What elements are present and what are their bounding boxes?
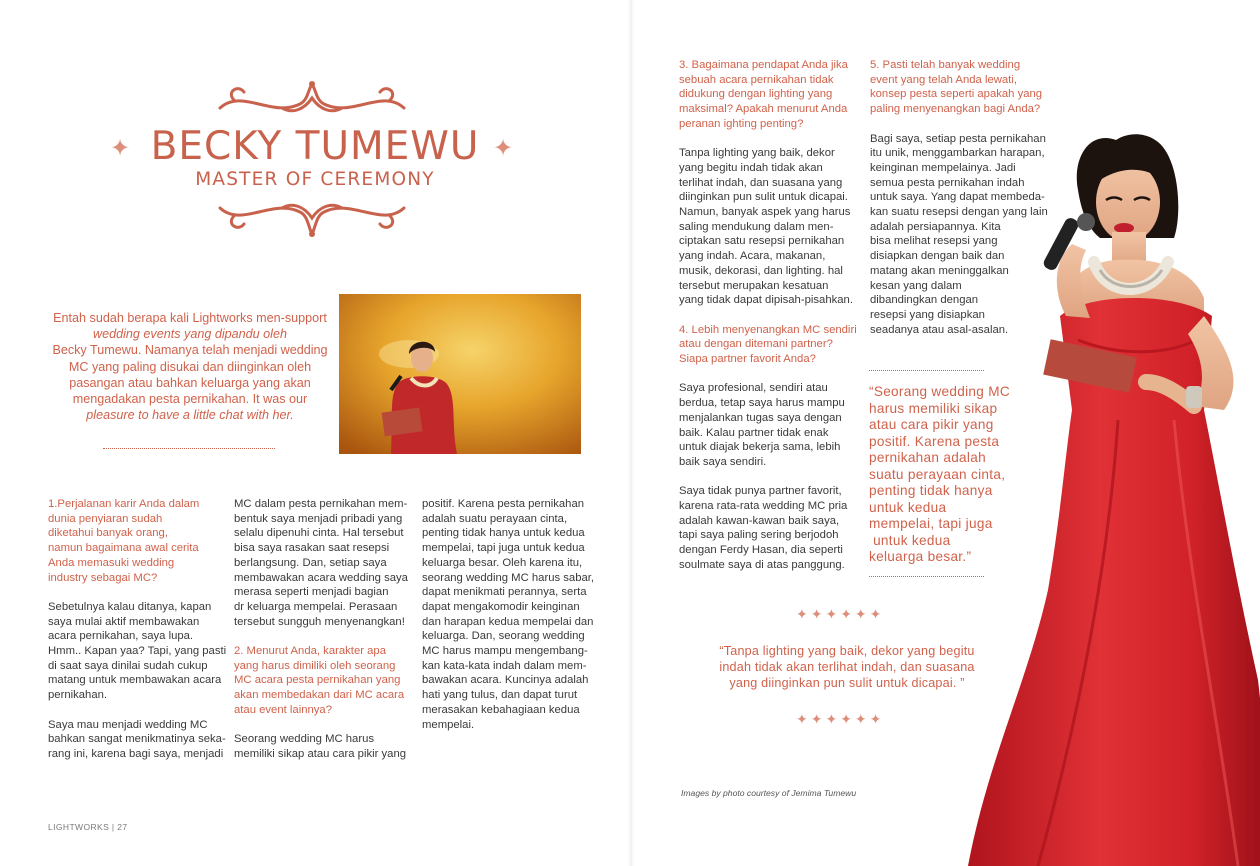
becky-tumewu-portrait [968, 120, 1260, 866]
answer-4a: Saya profesional, sendiri atau berdua, tetap saya harus mampu menjalankan tugas saya dengan baik. Kalau partner tidak enak untuk diajak bekerja sama, lebih baik saya sendiri. [679, 382, 845, 468]
answer-1a: Sebetulnya kalau ditanya, kapan saya mulai aktif membawakan acara pernikahan, saya lupa. Hmm.. Kapan yaa? Tapi, yang pasti di saat saya dinilai sudah cukup matang untuk membawakan acara pernikahan. [48, 600, 227, 702]
question-5: 5. Pasti telah banyak wedding event yang telah Anda lewati, konsep pesta seperti apakah yang paling menyenangkan bagi Anda? [870, 59, 1043, 116]
page-subtitle: MASTER OF CEREMONY [195, 169, 435, 190]
top-flourish-ornament [212, 78, 412, 118]
answer-2b: positif. Karena pesta pernikahan adalah suatu perayaan cinta, penting tidak hanya untuk kedua mempelai, tapi juga untuk kedua keluarga besar. Oleh karena itu, seorang wedding MC harus sabar, dapat menikmati perannya, serta dapat mengakomodir keinginan dan harapan kedua mempelai dan keluarga. Dan, seorang wedding MC harus mampu mengembang- kan kata-kata indah dalam mem- bawakan acara. Kuncinya adalah hati yang tulus, dan dapat turut merasakan kebahagiaan kedua mempelai. [422, 498, 595, 731]
column-2 [234, 497, 414, 762]
mc-stage-photo [339, 294, 581, 454]
stars-divider-top: ✦✦✦✦✦✦ [796, 606, 885, 622]
page-footer: LIGHTWORKS | 27 [48, 822, 128, 832]
column-3 [422, 497, 602, 732]
intro-paragraph: Entah sudah berapa kali Lightworks men-support wedding events yang dipandu oleh Becky Tumewu. Namanya telah menjadi wedding MC yang paling disukai dan diinginkan oleh pasangan atau bahkan keluarga yang akan mengadakan pesta pernikahan. It was our pleasure to have a little chat with her. [52, 311, 328, 423]
pull-quote: “Seorang wedding MC harus memiliki sikap atau cara pikir yang positif. Karena pesta pernikahan adalah suatu perayaan cinta, penting tidak hanya untuk kedua mempelai, tapi juga untuk kedua keluarga besar.” [869, 384, 1010, 564]
question-1: 1.Perjalanan karir Anda dalam dunia penyiaran sudah diketahui banyak orang, namun bagaimana awal cerita Anda memasuki wedding industry sebagai MC? [48, 498, 200, 584]
answer-1b: Saya mau menjadi wedding MC bahkan sangat menikmatinya seka- rang ini, karena bagi saya, menjadi [48, 718, 226, 760]
question-4: 4. Lebih menyenangkan MC sendiri atau dengan ditemani partner? Siapa partner favorit Anda? [679, 323, 857, 366]
stars-divider-bottom: ✦✦✦✦✦✦ [796, 711, 885, 727]
answer-2a: Seorang wedding MC harus memiliki sikap atau cara pikir yang [234, 733, 407, 760]
answer-5: Bagi saya, setiap pesta pernikahan itu unik, menggambarkan harapan, keinginan mempelainya. Jadi semua pesta pernikahan indah untuk saya. Yang dapat membeda- kan suatu resepsi dengan yang lain adalah persiapannya. Kita bisa melihat resepsi yang disiapkan dengan baik dan matang akan meninggalkan kesan yang dalam dibandingkan dengan resepsi yang disiapkan seadanya atau asal-asalan. [870, 132, 1048, 336]
answer-1c: MC dalam pesta pernikahan mem- bentuk saya menjadi pribadi yang selalu dipenuhi cinta. Hal tersebut bisa saya rasakan saat resepsi berlangsung. Dan, setiap saya membawakan acara wedding saya merasa seperti menjadi bagian dr keluarga mempelai. Perasaan tersebut sungguh menyenangkan! [234, 498, 408, 628]
question-3: 3. Bagaimana pendapat Anda jika sebuah acara pernikahan tidak didukung dengan lighting yang maksimal? Apakah menurut Anda peranan ighting penting? [679, 59, 848, 130]
title-star-right-icon: ✦ [493, 135, 517, 162]
pullquote-divider-top [869, 370, 984, 371]
middle-quote: “Tanpa lighting yang baik, dekor yang begitu indah tidak akan terlihat indah, dan suasana yang diinginkan pun sulit untuk dicapai. ” [719, 644, 975, 691]
column-4 [679, 58, 861, 573]
page-title: BECKY TUMEWU [150, 124, 480, 169]
page-spine [628, 0, 634, 866]
answer-4b: Saya tidak punya partner favorit, karena rata-rata wedding MC pria adalah kawan-kawan baik saya, tapi saya paling sering berjodoh dengan Ferdy Hasan, dia seperti soulmate saya di atas panggung. [679, 485, 848, 571]
answer-3: Tanpa lighting yang baik, dekor yang begitu indah tidak akan terlihat indah, dan suasana yang diinginkan pun sulit untuk dicapai. Namun, banyak aspek yang harus saling mendukung dalam men- ciptakan satu resepsi pernikahan yang indah. Acara, makanan, musik, dekorasi, dan lighting. hal tersebut merupakan kesatuan yang tidak dapat dipisah-pisahkan. [679, 147, 853, 307]
bottom-flourish-ornament [212, 198, 412, 242]
intro-divider [103, 448, 275, 449]
title-star-left-icon: ✦ [110, 135, 134, 162]
pullquote-divider-bottom [869, 576, 984, 577]
question-2: 2. Menurut Anda, karakter apa yang harus dimiliki oleh seorang MC acara pesta pernikahan yang akan membedakan dari MC acara atau event lainnya? [234, 645, 405, 716]
column-1 [48, 497, 228, 762]
photo-credit: Images by photo courtesy of Jemima Tumewu [681, 788, 857, 798]
